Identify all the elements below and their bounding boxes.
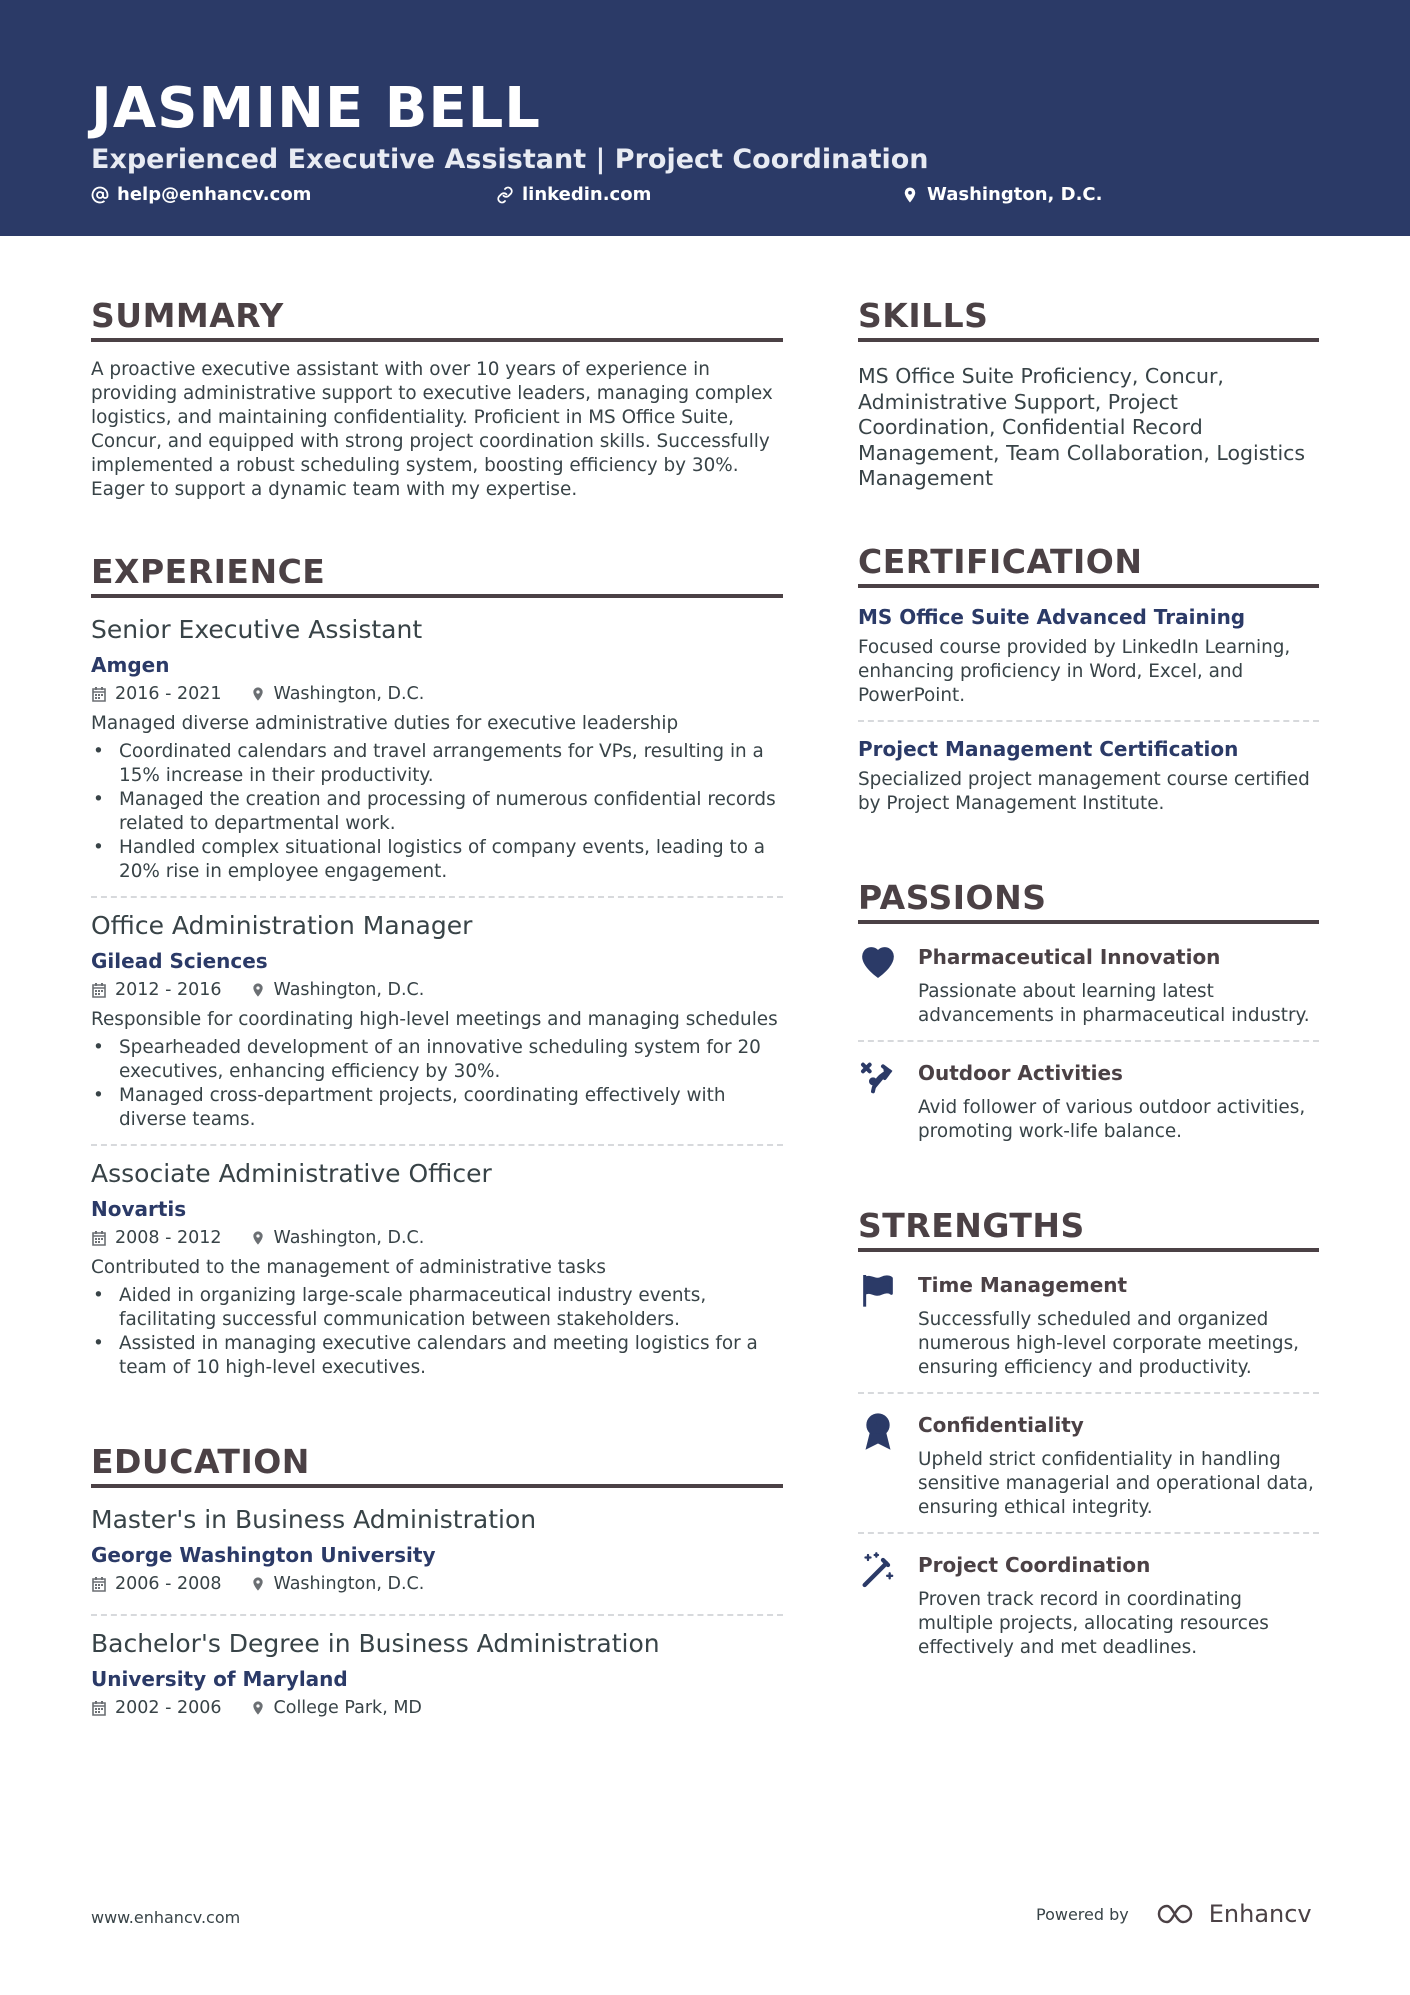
bullet-item: • Managed cross-department projects, coordinating effectively with diverse teams.: [91, 1084, 783, 1132]
summary-section: [91, 296, 783, 502]
certification-title: Project Management Certification: [858, 736, 1239, 761]
education-entry: [91, 1628, 783, 1738]
section-heading-summary: SUMMARY: [91, 296, 783, 342]
job-role: Senior Executive Assistant: [91, 615, 423, 644]
job-dates: 2016 - 2021: [115, 684, 222, 704]
bullet-item: • Managed the creation and processing of numerous confidential records related to departmental work.: [91, 788, 783, 836]
location-pin-icon: [901, 186, 919, 204]
location-pin-icon: [250, 1576, 266, 1592]
job-role: Associate Administrative Officer: [91, 1159, 492, 1188]
experience-entry: [91, 910, 783, 1146]
degree-name: Bachelor's Degree in Business Administration: [91, 1629, 660, 1658]
job-role: Office Administration Manager: [91, 911, 473, 940]
strength-title: Time Management: [918, 1272, 1128, 1297]
location-pin-icon: [250, 982, 266, 998]
certification-entry: [858, 736, 1319, 828]
job-description: Contributed to the management of administrative tasks: [91, 1257, 606, 1278]
company-name: Gilead Sciences: [91, 949, 268, 973]
strength-entry: [858, 1268, 1319, 1394]
passion-title: Pharmaceutical Innovation: [918, 944, 1221, 969]
section-heading-passions: PASSIONS: [858, 878, 1319, 924]
location-pin-icon: [250, 686, 266, 702]
education-section: [91, 1442, 783, 1738]
company-name: Novartis: [91, 1197, 187, 1221]
email-text: help@enhancv.com: [117, 184, 312, 205]
header-banner: [0, 0, 1410, 236]
bullet-item: • Assisted in managing executive calendars and meeting logistics for a team of 10 high-level executives.: [91, 1332, 783, 1380]
job-meta: [91, 978, 783, 1002]
job-dates: 2012 - 2016: [115, 980, 222, 1000]
passion-entry: [858, 940, 1319, 1042]
bullet-item: • Handled complex situational logistics of company events, leading to a 20% rise in employee engagement.: [91, 836, 783, 884]
contact-linkedin[interactable]: [496, 183, 651, 207]
company-name: Amgen: [91, 653, 170, 677]
location-pin-icon: [250, 1230, 266, 1246]
education-location: College Park, MD: [273, 1698, 422, 1718]
certification-text: Focused course provided by LinkedIn Learning, enhancing proficiency in Word, Excel, and PowerPoint.: [858, 636, 1291, 706]
strength-text: Proven track record in coordinating multiple projects, allocating resources effectively and met deadlines.: [918, 1588, 1269, 1658]
candidate-name: JASMINE BELL: [91, 76, 541, 141]
job-bullets: [91, 1036, 783, 1132]
contact-email[interactable]: [91, 183, 311, 207]
strength-title: Project Coordination: [918, 1552, 1151, 1577]
job-meta: [91, 682, 783, 706]
powered-by-label: Powered by: [1036, 1904, 1129, 1924]
section-heading-certification: CERTIFICATION: [858, 542, 1319, 588]
strategy-icon: [858, 1058, 898, 1098]
section-heading-experience: EXPERIENCE: [91, 552, 783, 598]
certification-text: Specialized project management course certified by Project Management Institute.: [858, 768, 1310, 814]
job-description: Responsible for coordinating high-level meetings and managing schedules: [91, 1009, 778, 1030]
calendar-icon: [91, 686, 107, 702]
certification-section: [858, 542, 1319, 828]
calendar-icon: [91, 1230, 107, 1246]
job-location: Washington, D.C.: [273, 980, 425, 1000]
award-icon: [858, 1410, 898, 1450]
experience-entry: [91, 1158, 783, 1392]
job-location: Washington, D.C.: [273, 1228, 425, 1248]
brand-name: Enhancv: [1208, 1900, 1312, 1928]
bullet-item: • Spearheaded development of an innovative scheduling system for 20 executives, enhancing efficiency by 30%.: [91, 1036, 783, 1084]
education-entry: [91, 1504, 783, 1616]
passion-title: Outdoor Activities: [918, 1060, 1123, 1085]
experience-section: [91, 552, 783, 1392]
skills-text: MS Office Suite Proficiency, Concur, Administrative Support, Project Coordination, Confidential Record Management, Team Collaboration, Logistics Management: [858, 364, 1306, 490]
at-icon: [91, 186, 109, 204]
school-name: George Washington University: [91, 1543, 436, 1567]
strength-text: Successfully scheduled and organized numerous high-level corporate meetings, ensuring efficiency and productivity.: [918, 1308, 1300, 1378]
strength-text: Upheld strict confidentiality in handling sensitive managerial and operational data, ensuring ethical integrity.: [918, 1448, 1314, 1518]
footer-website[interactable]: www.enhancv.com: [91, 1908, 241, 1927]
bullet-item: • Aided in organizing large-scale pharmaceutical industry events, facilitating successful communication between stakeholders.: [91, 1284, 783, 1332]
linkedin-text: linkedin.com: [522, 184, 652, 205]
degree-name: Master's in Business Administration: [91, 1505, 537, 1534]
location-text: Washington, D.C.: [927, 184, 1103, 205]
passion-text: Avid follower of various outdoor activities, promoting work-life balance.: [918, 1096, 1306, 1142]
footer-branding: [1036, 1900, 1312, 1928]
heart-icon: [858, 942, 898, 982]
section-heading-strengths: STRENGTHS: [858, 1206, 1319, 1252]
left-column: [91, 296, 783, 1788]
job-meta: [91, 1226, 783, 1250]
calendar-icon: [91, 1700, 107, 1716]
enhancv-logo-icon: [1155, 1902, 1201, 1926]
education-dates: 2006 - 2008: [115, 1574, 222, 1594]
magic-wand-icon: [858, 1550, 898, 1590]
section-heading-education: EDUCATION: [91, 1442, 783, 1488]
skills-section: [858, 296, 1319, 492]
strength-entry: [858, 1408, 1319, 1534]
job-description: Managed diverse administrative duties for executive leadership: [91, 713, 679, 734]
education-meta: [91, 1572, 783, 1596]
strength-entry: [858, 1548, 1319, 1672]
passion-entry: [858, 1056, 1319, 1156]
calendar-icon: [91, 1576, 107, 1592]
job-bullets: [91, 740, 783, 884]
strength-title: Confidentiality: [918, 1412, 1084, 1437]
link-icon: [496, 186, 514, 204]
calendar-icon: [91, 982, 107, 998]
school-name: University of Maryland: [91, 1667, 348, 1691]
brand-logo[interactable]: [1155, 1900, 1312, 1928]
passions-section: [858, 878, 1319, 1156]
summary-text: A proactive executive assistant with over 10 years of experience in providing administrative support to executive leaders, managing complex logistics, and maintaining confidentiality. Proficient in MS Office Suite, Concur, and equipped with strong project coordination skills. Successfully implemented a robust scheduling system, boosting efficiency by 30%. Eager to support a dynamic team with my expertise.: [91, 359, 773, 500]
experience-entry: [91, 614, 783, 898]
certification-entry: [858, 604, 1319, 722]
certification-title: MS Office Suite Advanced Training: [858, 604, 1246, 629]
job-dates: 2008 - 2012: [115, 1228, 222, 1248]
candidate-title: Experienced Executive Assistant | Project Coordination: [91, 144, 929, 175]
education-meta: [91, 1696, 783, 1720]
passion-text: Passionate about learning latest advancements in pharmaceutical industry.: [918, 980, 1310, 1026]
bullet-item: • Coordinated calendars and travel arrangements for VPs, resulting in a 15% increase in their productivity.: [91, 740, 783, 788]
education-dates: 2002 - 2006: [115, 1698, 222, 1718]
location-pin-icon: [250, 1700, 266, 1716]
job-bullets: [91, 1284, 783, 1380]
section-heading-skills: SKILLS: [858, 296, 1319, 342]
strengths-section: [858, 1206, 1319, 1672]
flag-icon: [858, 1270, 898, 1310]
right-column: [858, 296, 1319, 1722]
contact-location: [901, 183, 1102, 207]
job-location: Washington, D.C.: [273, 684, 425, 704]
education-location: Washington, D.C.: [273, 1574, 425, 1594]
